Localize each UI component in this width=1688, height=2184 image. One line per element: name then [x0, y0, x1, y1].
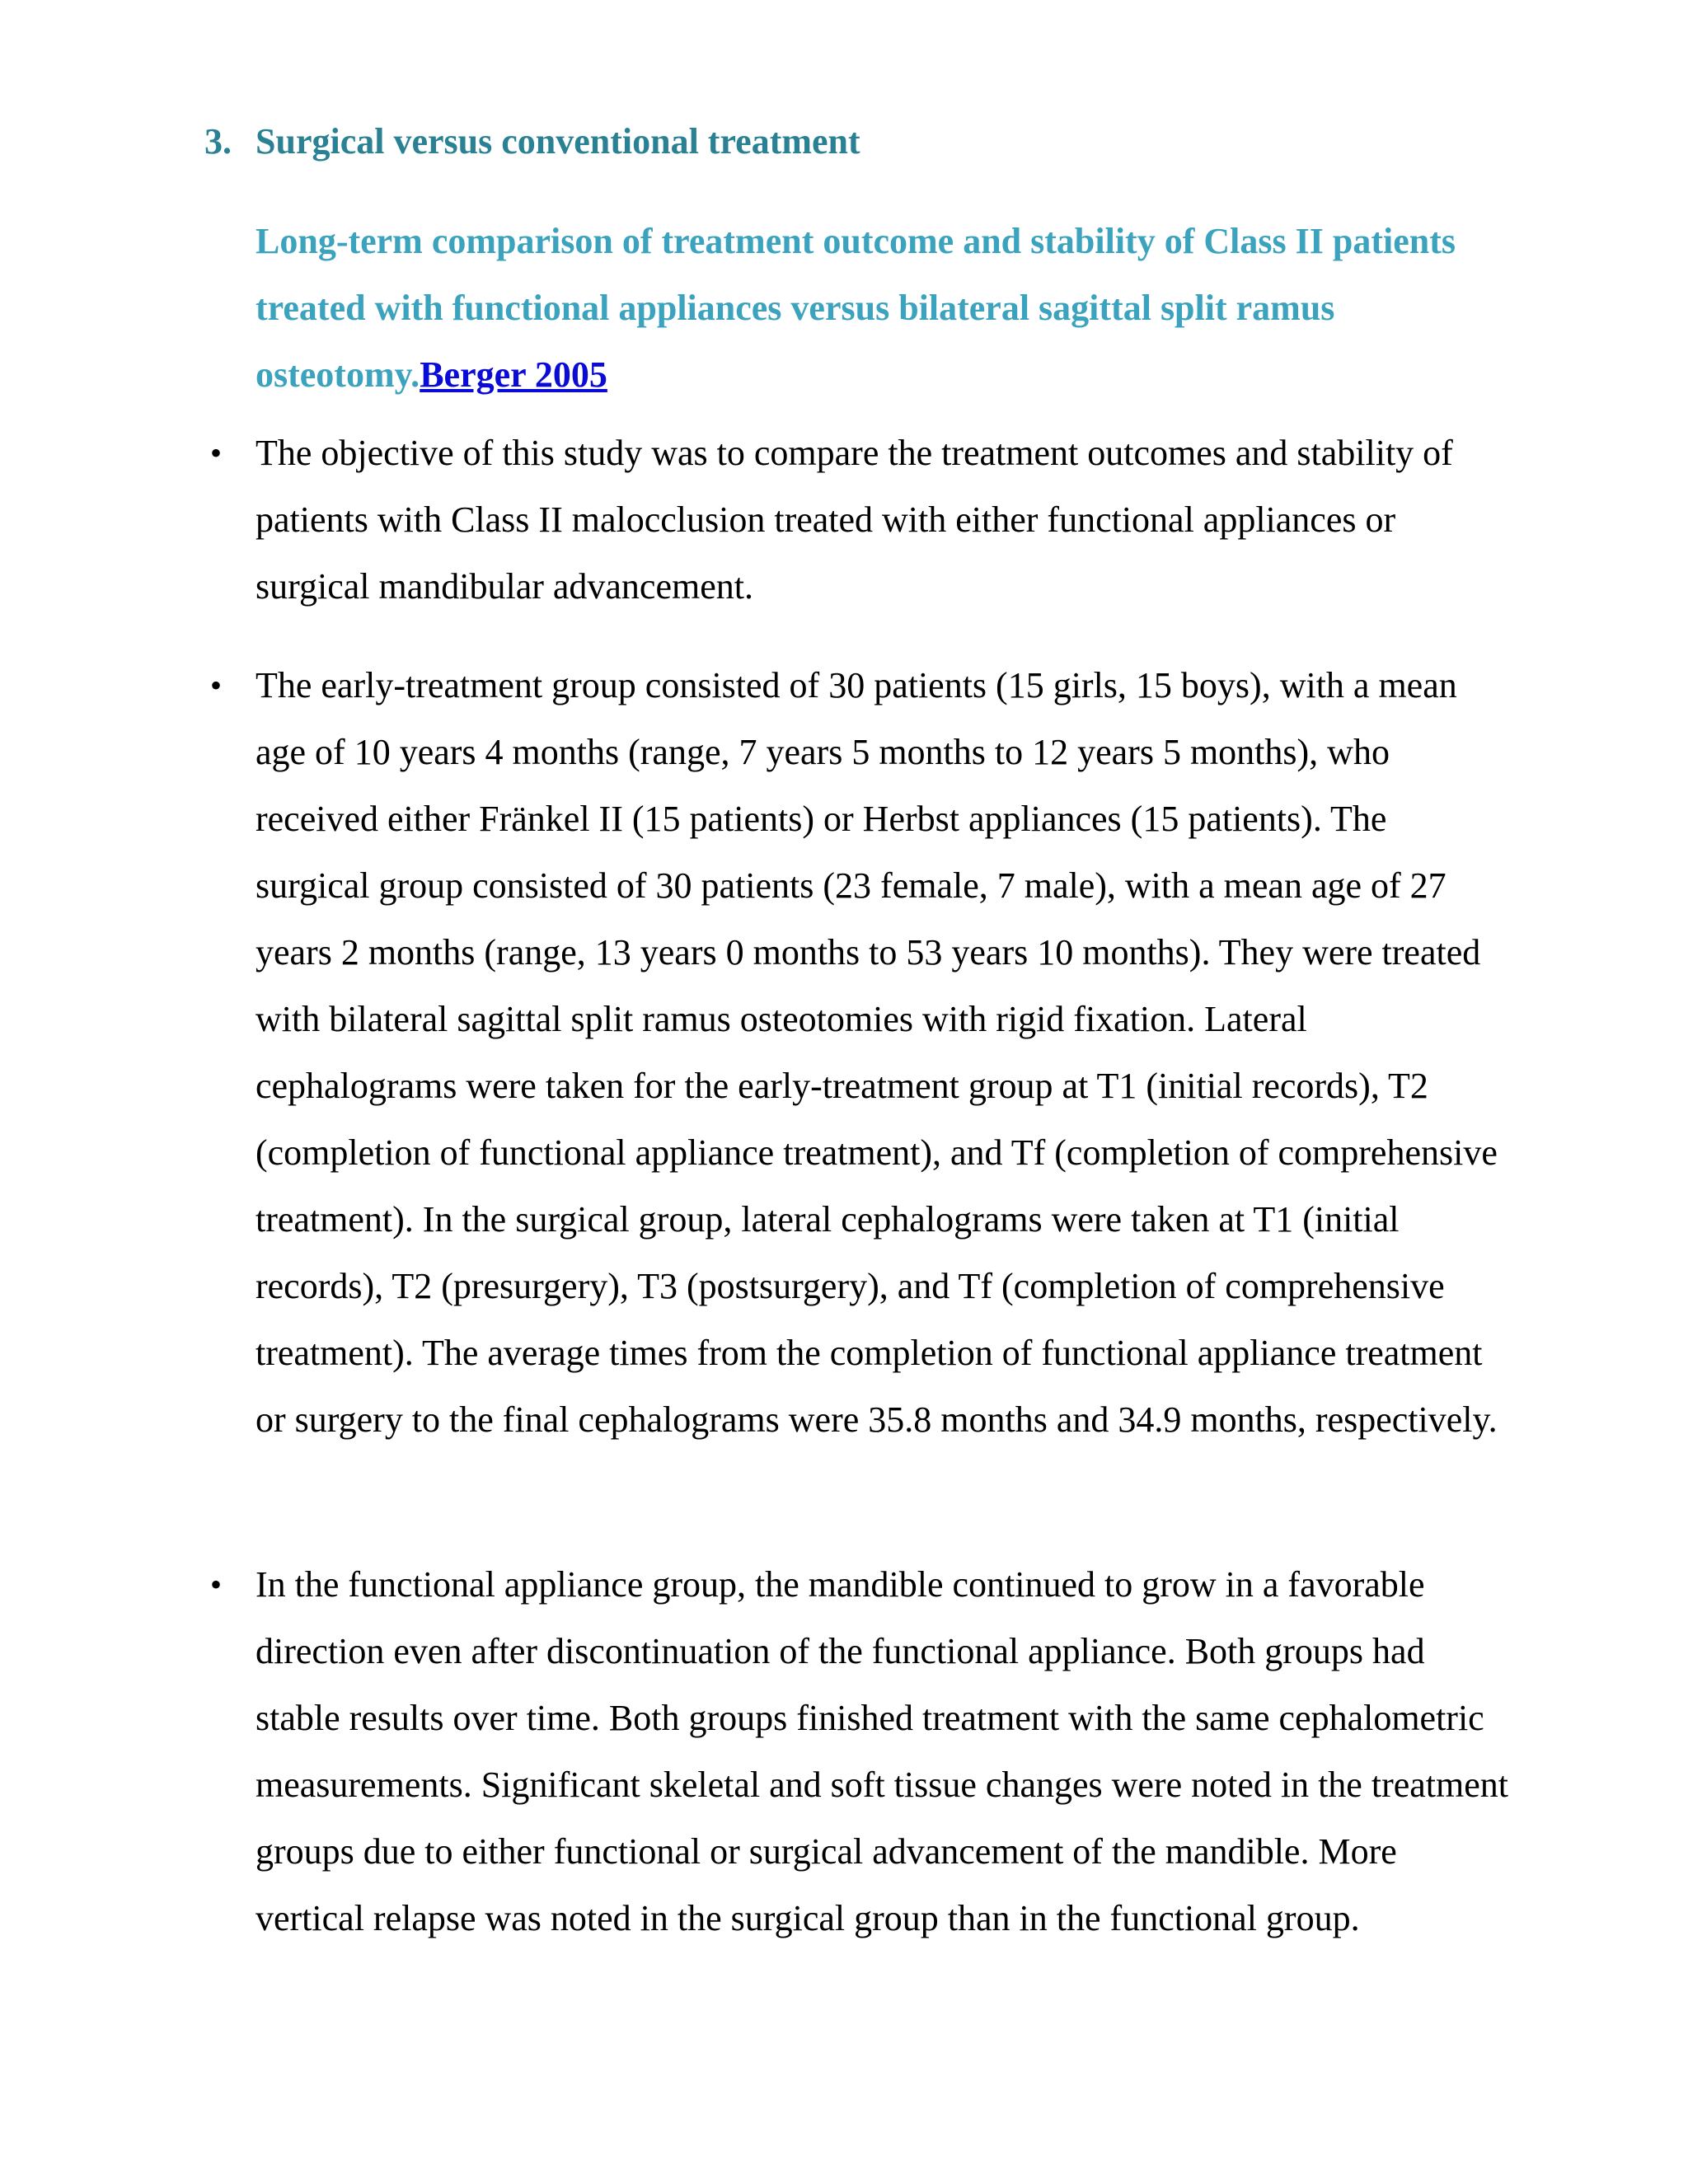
study-title-text: Long-term comparison of treatment outcome and stability of Class II patients treated with functional appliances versus bilateral sagittal split ramus osteotomy.: [256, 221, 1456, 395]
section-title: Surgical versus conventional treatment: [256, 121, 860, 162]
section-number: 3.: [204, 121, 232, 162]
section-heading: [204, 117, 860, 166]
study-title: [256, 208, 1541, 408]
list-item: [209, 419, 1508, 620]
bullet-icon: •: [209, 1566, 222, 1603]
bullet-icon: •: [209, 434, 222, 471]
list-item: [209, 1551, 1508, 1952]
bullet-text: In the functional appliance group, the mandible continued to grow in a favorable direction even after discontinuation of the functional appliance. Both groups had stable results over time. Both groups finished treatment with the same cephalometric measurements. Significant skeletal and soft tissue changes were noted in the treatment groups due to either functional or surgical advancement of the mandible. More vertical relapse was noted in the surgical group than in the functional group.: [256, 1564, 1508, 1938]
list-item: [209, 652, 1508, 1453]
bullet-text: The early-treatment group consisted of 30 patients (15 girls, 15 boys), with a mean age of 10 years 4 months (range, 7 years 5 months to 12 years 5 months), who received either Fränkel II (15 patients) or Herbst appliances (15 patients). The surgical group consisted of 30 patients (23 female, 7 male), with a mean age of 27 years 2 months (range, 13 years 0 months to 53 years 10 months). They were treated with bilateral sagittal split ramus osteotomies with rigid fixation. Lateral cephalograms were taken for the early-treatment group at T1 (initial records), T2 (completion of functional appliance treatment), and Tf (completion of comprehensive treatment). In the surgical group, lateral cephalograms were taken at T1 (initial records), T2 (presurgery), T3 (postsurgery), and Tf (completion of comprehensive treatment). The average times from the completion of functional appliance treatment or surgery to the final cephalograms were 35.8 months and 34.9 months, respectively.: [256, 665, 1498, 1440]
bullet-icon: •: [209, 667, 222, 704]
bullet-text: The objective of this study was to compare the treatment outcomes and stability of patients with Class II malocclusion treated with either functional appliances or surgical mandibular advancement.: [256, 433, 1453, 607]
citation-link[interactable]: Berger 2005: [420, 354, 607, 395]
